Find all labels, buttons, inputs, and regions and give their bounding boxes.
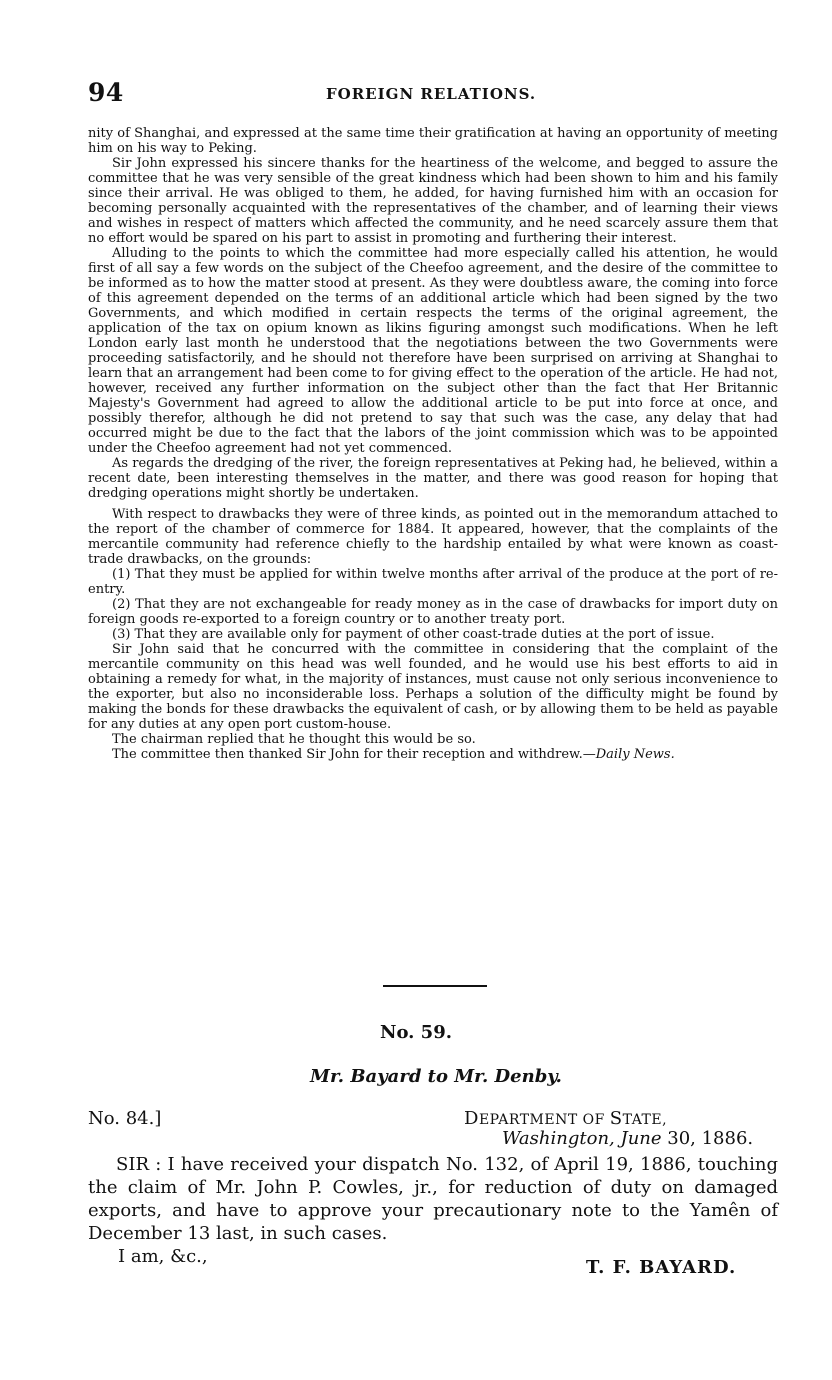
- source-note: Daily News.: [595, 747, 675, 762]
- salutation: SIR :: [116, 1154, 162, 1175]
- department-smallcaps-2: TATE,: [622, 1112, 668, 1128]
- list-item: (2) That they are not exchangeable for ready money as in the case of drawbacks for import duty on foreign goods re-exported to a foreign country or to another treaty port.: [88, 597, 778, 627]
- paragraph: The chairman replied that he thought this would be so.: [112, 732, 476, 747]
- paragraph: With respect to drawbacks they were of three kinds, as pointed out in the memorandum attached to the report of the chamber of commerce for 1884. It appeared, however, that the complaints of the mercantile community had reference chiefly to the hardship entailed by what were known as coast-trade drawbacks, on the grounds:: [88, 507, 778, 567]
- running-head: FOREIGN RELATIONS.: [326, 85, 537, 103]
- list-item: (1) That they must be applied for within twelve months after arrival of the produce at the port of re-entry.: [88, 567, 778, 597]
- page-number: 94: [88, 78, 124, 107]
- complimentary-close: I am, &c.,: [118, 1246, 208, 1267]
- department-heading: [464, 1108, 667, 1129]
- page-header: [88, 78, 778, 108]
- department-initial: D: [464, 1108, 479, 1129]
- paragraph: Sir John said that he concurred with the committee in considering that the complaint of the mercantile community on this head was well founded, and he would use his best efforts to aid in obtaining a remedy for what, in the majority of instances, must cause not only serious inconvenience to the exporter, but also no inconsiderable loss. Perhaps a solution of the difficulty might be found by making the bonds for these drawbacks the equivalent of cash, or by allowing them to be held as payable for any duties at any open port custom-house.: [88, 642, 778, 732]
- letter-body: [88, 1153, 778, 1268]
- article-continuation: [88, 126, 778, 762]
- paragraph: nity of Shanghai, and expressed at the same time their gratification at having an opportunity of meeting him on his way to Peking.: [88, 126, 778, 156]
- letter-text: I have received your dispatch No. 132, of April 19, 1886, touching the claim of Mr. John P. Cowles, jr., for reduction of duty on damaged exports, and have to approve your precautionary note to the Yamên of December 13 last, in such cases.: [88, 1154, 779, 1244]
- letter-paragraph: [88, 1153, 778, 1245]
- letter-number: No. 84.]: [88, 1108, 162, 1129]
- department-smallcaps: EPARTMENT OF: [478, 1112, 610, 1128]
- closing-paragraph: [88, 747, 778, 762]
- department-initial-2: S: [609, 1108, 623, 1129]
- dateline: [502, 1128, 753, 1149]
- paragraph: Alluding to the points to which the committee had more especially called his attention, he would first of all say a few words on the subject of the Cheefoo agreement, and the desire of the committee to be informed as to how the matter stood at present. As they were doubtless aware, the coming into force of this agreement depended on the terms of an additional article which had been signed by the two Governments, and which modified in certain respects the terms of the original agreement, the application of the tax on opium known as likins figuring amongst such modifications. When he left London early last month he understood that the negotiations between the two Governments were proceeding satisfactorily, and he should not therefore have been surprised on arriving at Shanghai to learn that an arrangement had been come to for giving effect to the operation of the article. He had not, however, received any further information on the subject other than the fact that Her Britannic Majesty's Government had agreed to allow the additional article to be put into force at once, and possibly therefor, although he did not pretend to say that such was the case, any delay that had occurred might be due to the fact that the labors of the joint commission which was to be appointed under the Cheefoo agreement had not yet commenced.: [88, 246, 778, 456]
- list-item: (3) That they are available only for payment of other coast-trade duties at the port of issue.: [112, 627, 715, 642]
- section-divider: [383, 985, 487, 987]
- closing-text: The committee then thanked Sir John for their reception and withdrew.—: [112, 747, 596, 762]
- document-number: No. 59.: [380, 1022, 452, 1043]
- signature: T. F. BAYARD.: [586, 1257, 737, 1278]
- paragraph: As regards the dredging of the river, the foreign representatives at Peking had, he believed, within a recent date, been interesting themselves in the matter, and there was good reason for hoping that dredging operations might shortly be undertaken.: [88, 456, 778, 501]
- dateline-place: Washington, June: [502, 1128, 662, 1149]
- document-title: Mr. Bayard to Mr. Denby.: [310, 1066, 562, 1087]
- paragraph: Sir John expressed his sincere thanks for the heartiness of the welcome, and begged to assure the committee that he was very sensible of the great kindness which had been shown to him and his family since their arrival. He was obliged to them, he added, for having furnished him with an occasion for becoming personally acquainted with the representatives of the chamber, and of learning their views and wishes in respect of matters which affected the community, and he need scarcely assure them that no effort would be spared on his part to assist in promoting and furthering their interest.: [88, 156, 778, 246]
- dateline-date: 30, 1886.: [661, 1128, 754, 1149]
